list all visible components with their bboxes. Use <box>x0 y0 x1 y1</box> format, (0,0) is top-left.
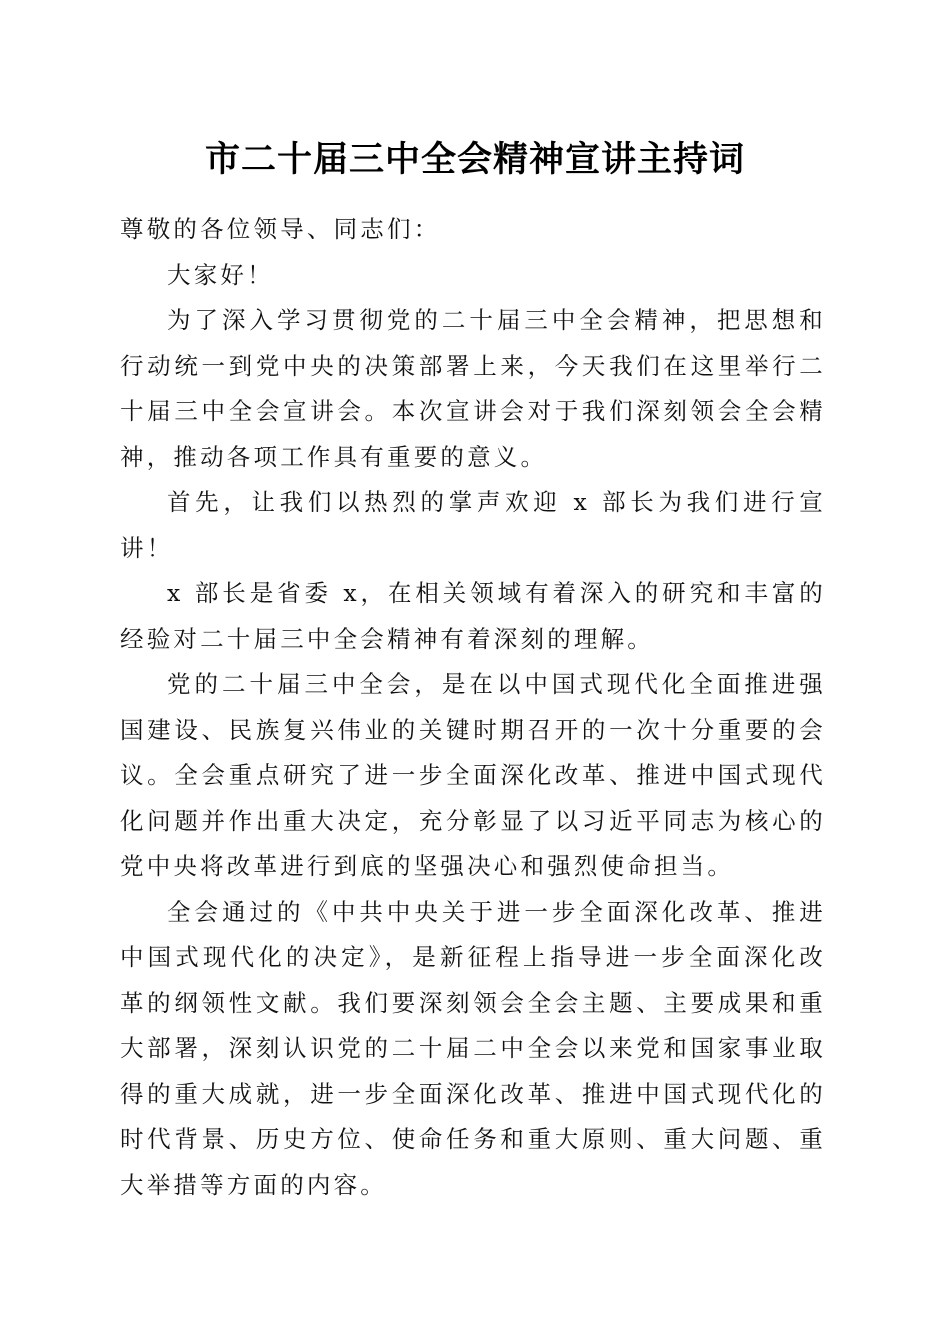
body-paragraph: 首先，让我们以热烈的掌声欢迎 x 部长为我们进行宣讲！ <box>120 488 826 562</box>
document-title: 市二十届三中全会精神宣讲主持词 <box>204 139 745 180</box>
body-paragraph: 全会通过的《中共中央关于进一步全面深化改革、推进中国式现代化的决定》，是新征程上指导进一步全面深化改革的纲领性文献。我们要深刻领会全会主题、主要成果和重大部署，深刻认识党的二十届二中全会以来党和国家事业取得的重大成就，进一步全面深化改革、推进中国式现代化的时代背景、历史方位、使命任务和重大原则、重大问题、重大举措等方面的内容。 <box>120 897 826 1199</box>
salutation-paragraph: 尊敬的各位领导、同志们： <box>120 215 441 243</box>
greeting-paragraph: 大家好！ <box>167 260 274 289</box>
document-body <box>120 207 826 1208</box>
body-paragraph: 为了深入学习贯彻党的二十届三中全会精神，把思想和行动统一到党中央的决策部署上来，今天我们在这里举行二十届三中全会宣讲会。本次宣讲会对于我们深刻领会全会精神，推动各项工作具有重要的意义。 <box>120 306 826 471</box>
body-paragraph: 党的二十届三中全会，是在以中国式现代化全面推进强国建设、民族复兴伟业的关键时期召开的一次十分重要的会议。全会重点研究了进一步全面深化改革、推进中国式现代化问题并作出重大决定，充分彰显了以习近平同志为核心的党中央将改革进行到底的坚强决心和强烈使命担当。 <box>120 670 826 880</box>
body-paragraph: x 部长是省委 x，在相关领域有着深入的研究和丰富的经验对二十届三中全会精神有着深刻的理解。 <box>120 579 826 653</box>
